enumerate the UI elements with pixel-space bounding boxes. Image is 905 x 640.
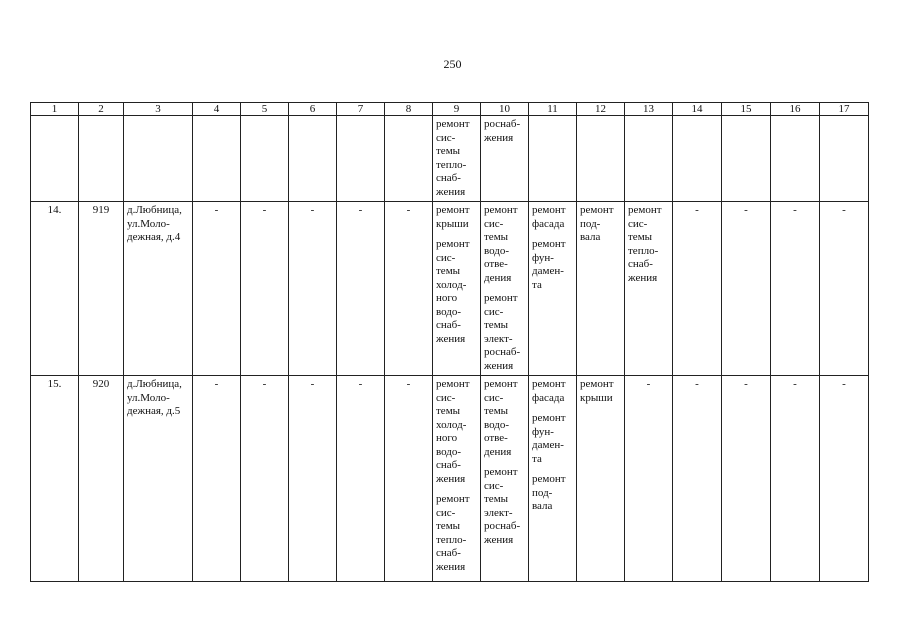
cell-text-line: дения [484,445,512,458]
work-item [484,204,525,285]
cell-text-line: ул.Моло- [127,217,170,230]
work-item [484,118,525,145]
repair-schedule-table [30,102,869,582]
cell-text-line: дамен- [532,265,564,277]
empty-value: - [722,376,771,582]
cell-text-line: фасада [532,217,565,230]
work-item [580,204,621,245]
cell-text-line: ремонт [436,378,470,390]
object-id: 919 [79,202,124,376]
work-cell [433,202,481,376]
work-item [532,204,573,231]
column-header: 14 [673,103,722,116]
cell-text-line: тепло- [436,158,467,171]
column-header: 13 [625,103,673,116]
work-cell [481,202,529,376]
cell-text-line: снаб- [436,547,461,559]
table-row [31,202,869,376]
cell-text-line: темы [484,405,509,417]
cell-text-line: снаб- [436,172,461,184]
empty-value: - [289,376,337,582]
work-item [484,378,525,459]
cell-text-line: ремонт [532,473,566,485]
cell-text-line: жения [484,533,514,546]
work-item [532,473,573,514]
row-number: 14. [31,202,79,376]
cell-text-line: жения [436,472,466,485]
cell-text-line: жения [628,271,658,284]
cell-text-line: темы [484,319,509,331]
table-row [31,376,869,582]
empty-value: - [820,376,869,582]
cell-text-line: вала [532,500,553,512]
cell-text-line: дежная, д.5 [127,405,181,417]
work-item [532,238,573,292]
empty-value: - [385,376,433,582]
work-cell [433,116,481,202]
cell-text-line: ремонт [532,204,566,216]
work-item [484,292,525,373]
work-item [628,204,669,285]
cell-text-line: фун- [532,251,554,264]
cell-text-line: темы [436,520,461,532]
cell-text-line: темы [436,145,461,157]
column-header: 12 [577,103,625,116]
cell-text-line: сис- [484,391,504,404]
cell-text-line: водо- [484,244,510,257]
work-item [436,118,477,199]
address-cell [124,376,193,582]
cell-text-line: жения [436,560,466,573]
column-header: 10 [481,103,529,116]
empty-value: - [193,376,241,582]
empty-value: - [722,202,771,376]
cell-text-line: ремонт [532,238,566,250]
cell-text-line: ремонт [484,292,518,304]
work-item [580,378,621,405]
cell-text-line: темы [484,231,509,243]
work-item [436,238,477,346]
cell-text-line: сис- [484,305,504,318]
cell-text-line: тепло- [628,244,659,257]
cell-text-line: жения [436,185,466,198]
empty-value: - [820,202,869,376]
page-number: 250 [443,57,462,71]
cell-text-line: элект- [484,506,513,519]
cell-text-line: сис- [484,479,504,492]
cell-text-line: темы [628,231,653,243]
work-item [436,204,477,231]
cell-text-line: сис- [628,217,648,230]
column-header: 5 [241,103,289,116]
cell-text-line: сис- [436,391,456,404]
column-header: 8 [385,103,433,116]
empty-value: - [241,202,289,376]
cell-text-line: ремонт [532,412,566,424]
work-item [436,378,477,486]
cell-text-line: темы [436,265,461,277]
cell-text-line: тепло- [436,533,467,546]
cell-text-line: снаб- [628,258,653,270]
column-header: 11 [529,103,577,116]
cell-text-line: роснаб- [484,346,521,358]
cell-text-line: ного [436,432,458,444]
column-number-row [31,103,869,116]
cell-text-line: роснаб- [484,520,521,532]
column-header: 7 [337,103,385,116]
cell-text-line: холод- [436,418,467,431]
empty-value: - [771,202,820,376]
cell-text-line: ремонт [580,378,614,390]
empty-value: - [625,376,673,582]
work-cell [481,116,529,202]
cell-text-line: ремонт [628,204,662,216]
cell-text-line: ул.Моло- [127,391,170,404]
cell-text-line: та [532,278,542,291]
column-header: 6 [289,103,337,116]
empty-value: - [241,376,289,582]
work-item [484,466,525,547]
work-cell [433,376,481,582]
cell-text-line: д.Любница, [127,378,182,390]
cell-text-line: дежная, д.4 [127,231,181,243]
cell-text-line: сис- [436,506,456,519]
cell-text-line: ремонт [436,493,470,505]
cell-text-line: та [532,452,542,465]
cell-text-line: снаб- [436,459,461,471]
cell-text-line: ного [436,292,458,304]
cell-text-line: роснаб- [484,118,521,130]
work-cell [577,376,625,582]
column-header: 2 [79,103,124,116]
cell-text-line: снаб- [436,319,461,331]
work-cell [529,202,577,376]
cell-text-line: жения [436,332,466,345]
column-header: 9 [433,103,481,116]
cell-text-line: элект- [484,332,513,345]
cell-text-line: ремонт [532,378,566,390]
work-item [436,493,477,574]
cell-text-line: дения [484,271,512,284]
empty-value: - [337,202,385,376]
cell-text-line: дамен- [532,439,564,451]
empty-value: - [337,376,385,582]
cell-text-line: сис- [436,131,456,144]
cell-text-line: ремонт [580,204,614,216]
cell-text-line: крыши [580,391,613,404]
address-cell [124,202,193,376]
work-cell [481,376,529,582]
column-header: 16 [771,103,820,116]
work-cell [625,202,673,376]
cell-text-line: темы [436,405,461,417]
cell-text-line: крыши [436,217,469,230]
empty-value: - [673,202,722,376]
cell-text-line: д.Любница, [127,204,182,216]
cell-text-line: сис- [484,217,504,230]
cell-text-line: холод- [436,278,467,291]
cell-text-line: под- [580,217,601,230]
cell-text-line: фасада [532,391,565,404]
object-id: 920 [79,376,124,582]
work-cell [529,376,577,582]
work-item [532,412,573,466]
column-header: 15 [722,103,771,116]
column-header: 4 [193,103,241,116]
empty-value: - [673,376,722,582]
cell-text-line: водо- [484,418,510,431]
cell-text-line: ремонт [436,238,470,250]
cell-text-line: темы [484,493,509,505]
cell-text-line: ремонт [436,204,470,216]
work-cell [577,202,625,376]
cell-text-line: вала [580,231,601,243]
column-header: 17 [820,103,869,116]
cell-text-line: жения [484,359,514,372]
column-header: 1 [31,103,79,116]
column-header: 3 [124,103,193,116]
cell-text-line: фун- [532,425,554,438]
cell-text-line: ремонт [436,118,470,130]
cell-text-line: ремонт [484,204,518,216]
empty-value: - [193,202,241,376]
work-item [532,378,573,405]
cell-text-line: под- [532,486,553,499]
cell-text-line: ремонт [484,378,518,390]
cell-text-line: сис- [436,251,456,264]
cell-text-line: водо- [436,305,462,318]
continuation-row [31,116,869,202]
empty-value: - [771,376,820,582]
empty-value: - [289,202,337,376]
row-number: 15. [31,376,79,582]
empty-value: - [385,202,433,376]
cell-text-line: отве- [484,258,508,270]
cell-text-line: ремонт [484,466,518,478]
cell-text-line: отве- [484,432,508,444]
cell-text-line: водо- [436,445,462,458]
cell-text-line: жения [484,131,514,144]
